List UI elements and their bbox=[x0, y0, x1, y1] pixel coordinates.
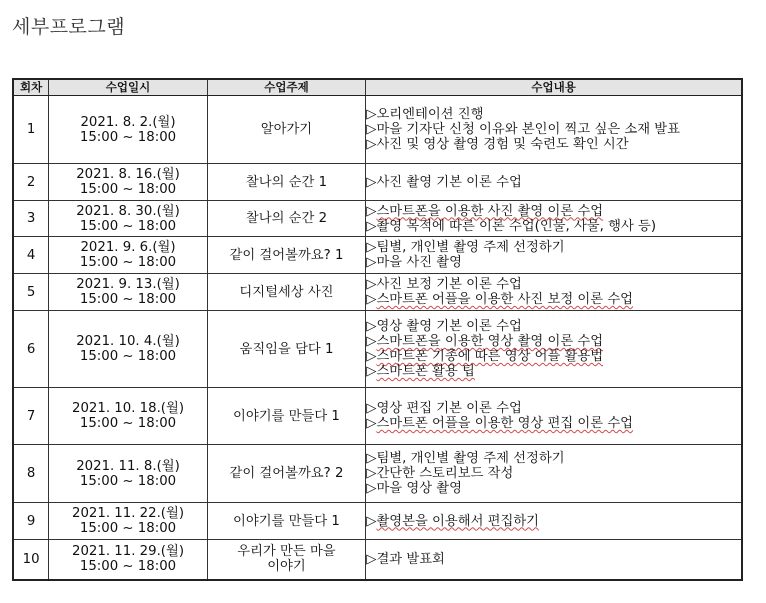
session-date: 2021. 9. 6.(월) bbox=[80, 240, 176, 255]
session-content bbox=[366, 201, 742, 237]
session-datetime bbox=[49, 237, 207, 274]
bullet-arrow-icon: ▷ bbox=[366, 174, 377, 190]
session-number: 4 bbox=[13, 237, 49, 274]
content-item-text: 영상 촬영 기본 이론 수업 bbox=[376, 319, 522, 334]
header-content: 수업내용 bbox=[366, 79, 742, 96]
content-item-text: 영상 편집 기본 이론 수업 bbox=[376, 401, 522, 416]
bullet-arrow-icon: ▷ bbox=[366, 203, 377, 219]
content-item-text: 스마트폰 어플을 이용한 사진 보정 이론 수업 bbox=[376, 292, 634, 307]
session-number: 2 bbox=[13, 164, 49, 201]
content-item-text: 스마트폰 활용 팁 bbox=[376, 364, 475, 379]
session-topic bbox=[207, 96, 365, 164]
content-item bbox=[366, 364, 741, 379]
table-row bbox=[13, 164, 742, 201]
session-content bbox=[366, 388, 742, 445]
bullet-arrow-icon: ▷ bbox=[366, 292, 377, 307]
content-item bbox=[366, 552, 741, 567]
session-topic bbox=[207, 164, 365, 201]
session-date: 2021. 11. 8.(월) bbox=[76, 458, 180, 474]
session-content bbox=[366, 503, 742, 540]
session-topic bbox=[207, 237, 365, 274]
session-time: 15:00 ~ 18:00 bbox=[79, 416, 177, 431]
session-date: 2021. 8. 30.(월) bbox=[76, 203, 180, 219]
session-topic bbox=[207, 274, 365, 311]
session-topic bbox=[207, 503, 365, 540]
session-topic-line: 움직임을 담다 1 bbox=[239, 341, 334, 357]
session-date: 2021. 11. 29.(월) bbox=[71, 544, 185, 560]
bullet-arrow-icon: ▷ bbox=[366, 349, 377, 364]
session-topic-line: 이야기를 만들다 1 bbox=[233, 408, 340, 424]
content-item bbox=[366, 240, 741, 255]
session-date: 2021. 8. 2.(월) bbox=[80, 114, 176, 130]
session-topic bbox=[207, 201, 365, 237]
bullet-arrow-icon: ▷ bbox=[366, 451, 377, 466]
table-row bbox=[13, 237, 742, 274]
content-item bbox=[366, 204, 741, 219]
content-item-text: 스마트폰을 이용한 영상 촬영 이론 수업 bbox=[376, 334, 604, 349]
session-date: 2021. 11. 22.(월) bbox=[71, 506, 185, 521]
content-item-text: 사진 촬영 기본 이론 수업 bbox=[376, 174, 522, 190]
content-item bbox=[366, 319, 741, 334]
session-content bbox=[366, 274, 742, 311]
content-item-text: 결과 발표회 bbox=[376, 551, 445, 567]
bullet-arrow-icon: ▷ bbox=[366, 107, 377, 122]
schedule-table bbox=[12, 78, 743, 581]
bullet-arrow-icon: ▷ bbox=[366, 240, 377, 255]
bullet-arrow-icon: ▷ bbox=[366, 466, 377, 481]
session-time: 15:00 ~ 18:00 bbox=[79, 255, 177, 270]
header-session: 회차 bbox=[13, 79, 49, 96]
session-number: 7 bbox=[13, 388, 49, 445]
bullet-arrow-icon: ▷ bbox=[366, 334, 377, 349]
content-item bbox=[366, 466, 741, 481]
bullet-arrow-icon: ▷ bbox=[366, 513, 377, 529]
content-item bbox=[366, 514, 741, 529]
session-topic-line: 디지털세상 사진 bbox=[239, 284, 334, 300]
content-item-text: 팀별, 개인별 촬영 주제 선정하기 bbox=[376, 451, 565, 466]
session-time: 15:00 ~ 18:00 bbox=[79, 559, 177, 575]
content-item bbox=[366, 137, 741, 152]
content-item bbox=[366, 277, 741, 292]
session-time: 15:00 ~ 18:00 bbox=[79, 349, 177, 364]
content-item-text: 촬영본을 이용해서 편집하기 bbox=[376, 513, 540, 529]
session-number: 10 bbox=[13, 540, 49, 580]
session-datetime bbox=[49, 445, 207, 503]
table-row bbox=[13, 540, 742, 580]
content-item-text: 마을 사진 촬영 bbox=[376, 255, 462, 270]
session-datetime bbox=[49, 274, 207, 311]
content-item bbox=[366, 175, 741, 190]
session-time: 15:00 ~ 18:00 bbox=[79, 218, 177, 234]
content-item-text: 간단한 스토리보드 작성 bbox=[376, 466, 514, 481]
session-number: 1 bbox=[13, 96, 49, 164]
session-datetime bbox=[49, 311, 207, 388]
bullet-arrow-icon: ▷ bbox=[366, 122, 377, 137]
session-topic bbox=[207, 540, 365, 580]
session-number: 3 bbox=[13, 201, 49, 237]
session-date: 2021. 8. 16.(월) bbox=[76, 167, 180, 182]
session-datetime bbox=[49, 503, 207, 540]
session-datetime bbox=[49, 540, 207, 580]
content-item bbox=[366, 122, 741, 137]
session-topic-line: 이야기를 만들다 1 bbox=[233, 513, 340, 529]
content-item-text: 오리엔테이션 진행 bbox=[376, 107, 484, 122]
session-topic-line: 알아가기 bbox=[260, 122, 313, 137]
session-number: 6 bbox=[13, 311, 49, 388]
content-item-text: 마을 기자단 신청 이유와 본인이 찍고 싶은 소재 발표 bbox=[376, 122, 680, 137]
session-number: 9 bbox=[13, 503, 49, 540]
session-content bbox=[366, 540, 742, 580]
session-topic-line: 이야기 bbox=[267, 559, 306, 575]
content-item-text: 마을 영상 촬영 bbox=[376, 481, 462, 496]
content-item bbox=[366, 255, 741, 270]
page-title: 세부프로그램 bbox=[12, 16, 126, 38]
bullet-arrow-icon: ▷ bbox=[366, 218, 377, 234]
session-datetime bbox=[49, 164, 207, 201]
content-item bbox=[366, 416, 741, 431]
session-time: 15:00 ~ 18:00 bbox=[79, 292, 177, 307]
session-date: 2021. 10. 18.(월) bbox=[71, 401, 185, 416]
content-item-text: 사진 및 영상 촬영 경험 및 숙련도 확인 시간 bbox=[376, 137, 629, 152]
session-content bbox=[366, 237, 742, 274]
content-item bbox=[366, 349, 741, 364]
session-content bbox=[366, 445, 742, 503]
bullet-arrow-icon: ▷ bbox=[366, 277, 377, 292]
session-topic-line: 같이 걸어볼까요? 2 bbox=[229, 466, 344, 481]
content-item-text: 스마트폰 기종에 따른 영상 어플 활용법 bbox=[376, 349, 604, 364]
header-datetime: 수업일시 bbox=[49, 79, 207, 96]
content-item-text: 촬영 목적에 따른 이론 수업(인물, 사물, 행사 등) bbox=[376, 218, 657, 234]
session-time: 15:00 ~ 18:00 bbox=[79, 182, 177, 197]
content-item bbox=[366, 219, 741, 234]
content-item bbox=[366, 334, 741, 349]
session-topic-line: 찰나의 순간 2 bbox=[245, 211, 328, 226]
bullet-arrow-icon: ▷ bbox=[366, 401, 377, 416]
session-datetime bbox=[49, 388, 207, 445]
session-datetime bbox=[49, 96, 207, 164]
content-item bbox=[366, 451, 741, 466]
session-content bbox=[366, 311, 742, 388]
table-row bbox=[13, 96, 742, 164]
session-datetime bbox=[49, 201, 207, 237]
session-number: 5 bbox=[13, 274, 49, 311]
session-number: 8 bbox=[13, 445, 49, 503]
table-row bbox=[13, 201, 742, 237]
table-header-row bbox=[13, 79, 742, 96]
bullet-arrow-icon: ▷ bbox=[366, 416, 377, 431]
content-item bbox=[366, 107, 741, 122]
session-topic-line: 우리가 만든 마을 bbox=[237, 544, 336, 560]
session-content bbox=[366, 164, 742, 201]
bullet-arrow-icon: ▷ bbox=[366, 551, 377, 567]
content-item-text: 사진 보정 기본 이론 수업 bbox=[376, 277, 522, 292]
session-time: 15:00 ~ 18:00 bbox=[79, 521, 177, 536]
session-topic-line: 찰나의 순간 1 bbox=[245, 174, 328, 190]
content-item bbox=[366, 481, 741, 496]
session-topic bbox=[207, 311, 365, 388]
session-topic-line: 같이 걸어볼까요? 1 bbox=[229, 247, 344, 263]
bullet-arrow-icon: ▷ bbox=[366, 255, 377, 270]
content-item-text: 스마트폰을 이용한 사진 촬영 이론 수업 bbox=[376, 203, 604, 219]
bullet-arrow-icon: ▷ bbox=[366, 137, 377, 152]
session-content bbox=[366, 96, 742, 164]
content-item-text: 스마트폰 어플을 이용한 영상 편집 이론 수업 bbox=[376, 416, 634, 431]
table-row bbox=[13, 311, 742, 388]
session-topic bbox=[207, 445, 365, 503]
bullet-arrow-icon: ▷ bbox=[366, 364, 377, 379]
bullet-arrow-icon: ▷ bbox=[366, 481, 377, 496]
session-time: 15:00 ~ 18:00 bbox=[79, 129, 177, 145]
session-date: 2021. 9. 13.(월) bbox=[76, 277, 180, 292]
content-item-text: 팀별, 개인별 촬영 주제 선정하기 bbox=[376, 240, 565, 255]
session-time: 15:00 ~ 18:00 bbox=[79, 473, 177, 489]
table-row bbox=[13, 274, 742, 311]
table-row bbox=[13, 503, 742, 540]
session-topic bbox=[207, 388, 365, 445]
content-item bbox=[366, 292, 741, 307]
table-row bbox=[13, 388, 742, 445]
table-row bbox=[13, 445, 742, 503]
bullet-arrow-icon: ▷ bbox=[366, 319, 377, 334]
content-item bbox=[366, 401, 741, 416]
session-date: 2021. 10. 4.(월) bbox=[76, 334, 180, 349]
header-topic: 수업주제 bbox=[207, 79, 365, 96]
